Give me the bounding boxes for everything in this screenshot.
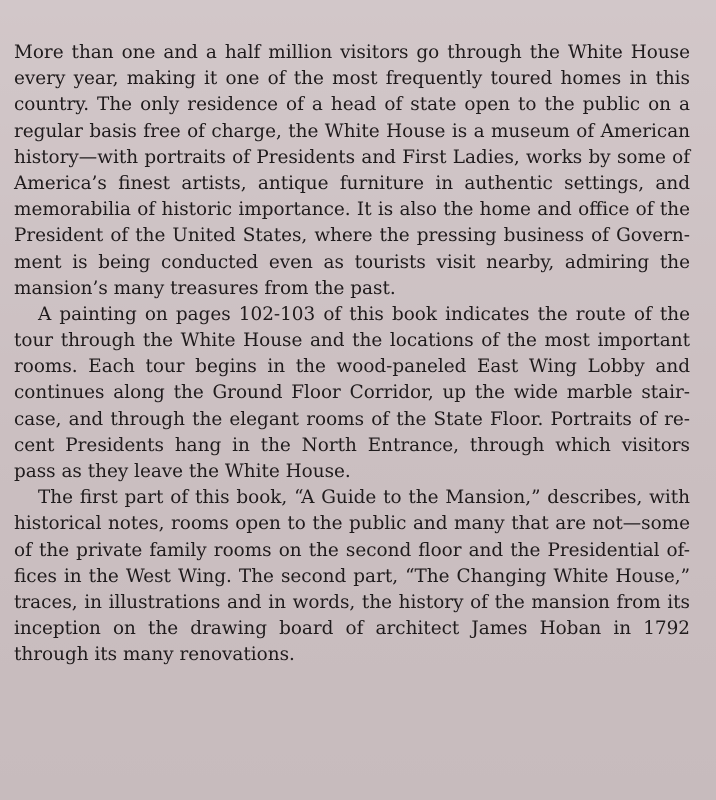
text-line: President of the United States, where the pressing business of Govern-: [14, 225, 690, 247]
text-line: pass as they leave the White House.: [14, 461, 351, 482]
text-line: historical notes, rooms open to the public and many that are not—some: [14, 513, 690, 535]
paragraph-2: [14, 302, 690, 485]
text-line: More than one and a half million visitors go through the White House: [14, 42, 690, 63]
text-line: A painting on pages 102-103 of this book indicates the route of the: [38, 303, 690, 325]
text-line: America’s finest artists, antique furniture in authentic settings, and: [14, 172, 690, 194]
text-line: The first part of this book, “A Guide to the Mansion,” describes, with: [38, 487, 690, 509]
paragraph-3: [14, 485, 690, 668]
text-line: fices in the West Wing. The second part, “The Changing White House,”: [14, 565, 690, 587]
text-line: memorabilia of historic importance. It is also the home and office of the: [14, 199, 690, 221]
text-line: history—with portraits of Presidents and First Ladies, works by some of: [14, 146, 690, 168]
text-line: cent Presidents hang in the North Entrance, through which visitors: [14, 434, 690, 456]
text-line: through its many renovations.: [14, 644, 295, 666]
text-line: mansion’s many treasures from the past.: [14, 277, 396, 299]
text-line: of the private family rooms on the second floor and the Presidential of-: [14, 539, 690, 561]
text-line: ment is being conducted even as tourists visit nearby, admiring the: [14, 251, 690, 273]
text-line: inception on the drawing board of architect James Hoban in 1792: [14, 618, 690, 640]
text-line: every year, making it one of the most frequently toured homes in this: [14, 68, 690, 90]
text-line: country. The only residence of a head of state open to the public on a: [14, 94, 690, 116]
text-line: tour through the White House and the locations of the most important: [14, 330, 690, 352]
text-line: rooms. Each tour begins in the wood-paneled East Wing Lobby and: [14, 356, 690, 378]
text-line: case, and through the elegant rooms of the State Floor. Portraits of re-: [14, 408, 690, 430]
text-line: regular basis free of charge, the White House is a museum of American: [14, 120, 690, 142]
text-line: continues along the Ground Floor Corridor, up the wide marble stair-: [14, 382, 690, 404]
text-line: traces, in illustrations and in words, the history of the mansion from its: [14, 591, 690, 613]
paragraph-1: [14, 40, 690, 302]
